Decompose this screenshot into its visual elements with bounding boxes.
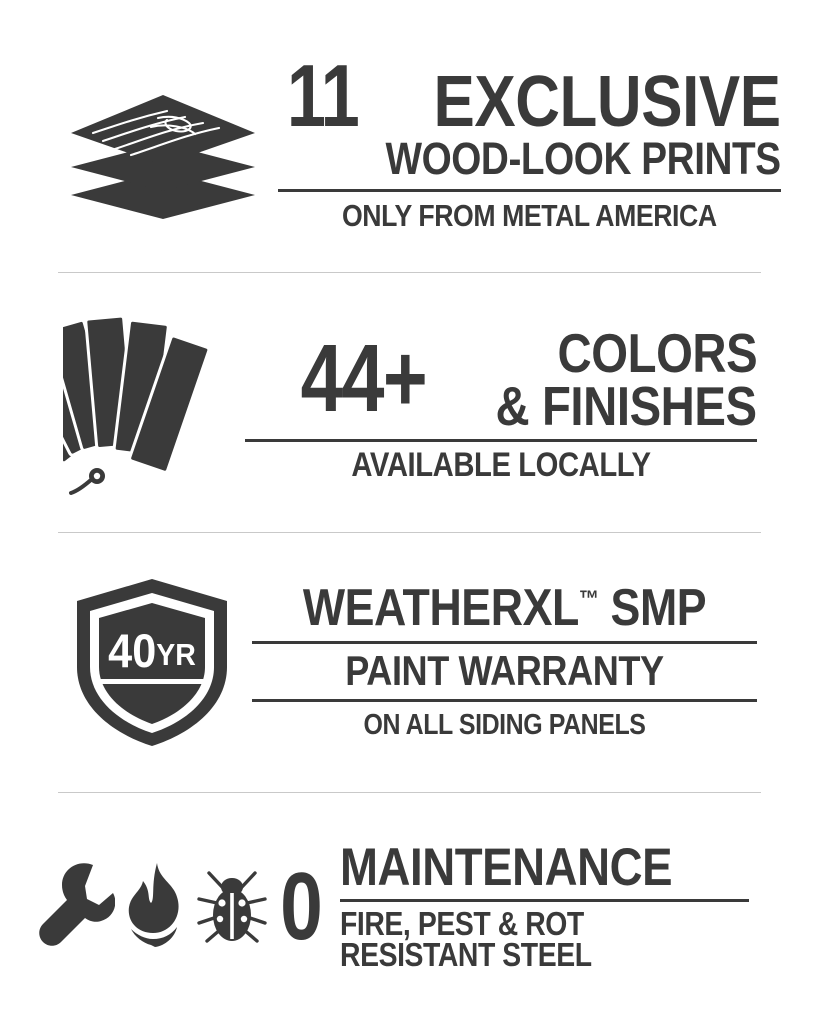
wood-subtext: ONLY FROM METAL AMERICA <box>341 198 717 234</box>
maintenance-rule <box>340 899 749 902</box>
warranty-rule-2 <box>252 699 757 702</box>
divider-2 <box>58 532 761 533</box>
divider-3 <box>58 792 761 793</box>
stacked-wood-planks-icon <box>48 71 278 221</box>
colors-headline-row <box>245 322 757 437</box>
colors-text-group <box>245 322 819 485</box>
flame-icon <box>121 861 189 953</box>
feature-zero-maintenance <box>0 812 819 1002</box>
wrench-icon <box>37 861 115 953</box>
shield-40yr-icon <box>52 575 252 750</box>
wood-number: 11 <box>286 46 359 146</box>
warranty-subtext: ON ALL SIDING PANELS <box>363 708 646 741</box>
wood-rule <box>278 189 781 192</box>
colors-subtext: AVAILABLE LOCALLY <box>351 446 651 485</box>
maintenance-number: 0 <box>280 852 322 960</box>
maintenance-headline-row <box>275 837 749 973</box>
svg-text:40YR: 40YR <box>108 623 196 677</box>
warranty-rule-1 <box>252 641 757 644</box>
trademark-symbol: ™ <box>578 586 599 613</box>
wood-headline-secondary: WOOD-LOOK PRINTS <box>385 132 781 184</box>
warranty-headline-primary <box>287 579 721 638</box>
colors-headline-primary: COLORS <box>557 322 757 385</box>
color-fan-deck-icon <box>55 313 245 498</box>
maintenance-text-group <box>275 837 819 973</box>
wood-headline-primary: EXCLUSIVE <box>433 62 781 143</box>
warranty-brand: WEATHERXL <box>302 579 579 638</box>
feature-wood-look-prints <box>0 36 819 256</box>
colors-headline-secondary: & FINISHES <box>495 374 757 437</box>
maintenance-subtext-line2: RESISTANT STEEL <box>340 935 593 973</box>
feature-colors-finishes <box>0 290 819 520</box>
feature-paint-warranty <box>0 552 819 772</box>
bug-icon <box>195 861 269 953</box>
maintenance-subtext-line1: FIRE, PEST & ROT <box>340 904 585 942</box>
warranty-brand-tail: SMP <box>610 579 707 638</box>
wood-text-group <box>278 46 819 234</box>
wood-headline-row <box>278 46 781 146</box>
warranty-text-group <box>252 579 819 741</box>
warranty-headline-secondary: PAINT WARRANTY <box>345 647 664 695</box>
colors-number: 44+ <box>300 325 426 433</box>
maintenance-headline-primary: MAINTENANCE <box>340 837 673 897</box>
maintenance-icon-group <box>30 861 275 953</box>
colors-rule <box>245 439 757 442</box>
divider-1 <box>58 272 761 273</box>
